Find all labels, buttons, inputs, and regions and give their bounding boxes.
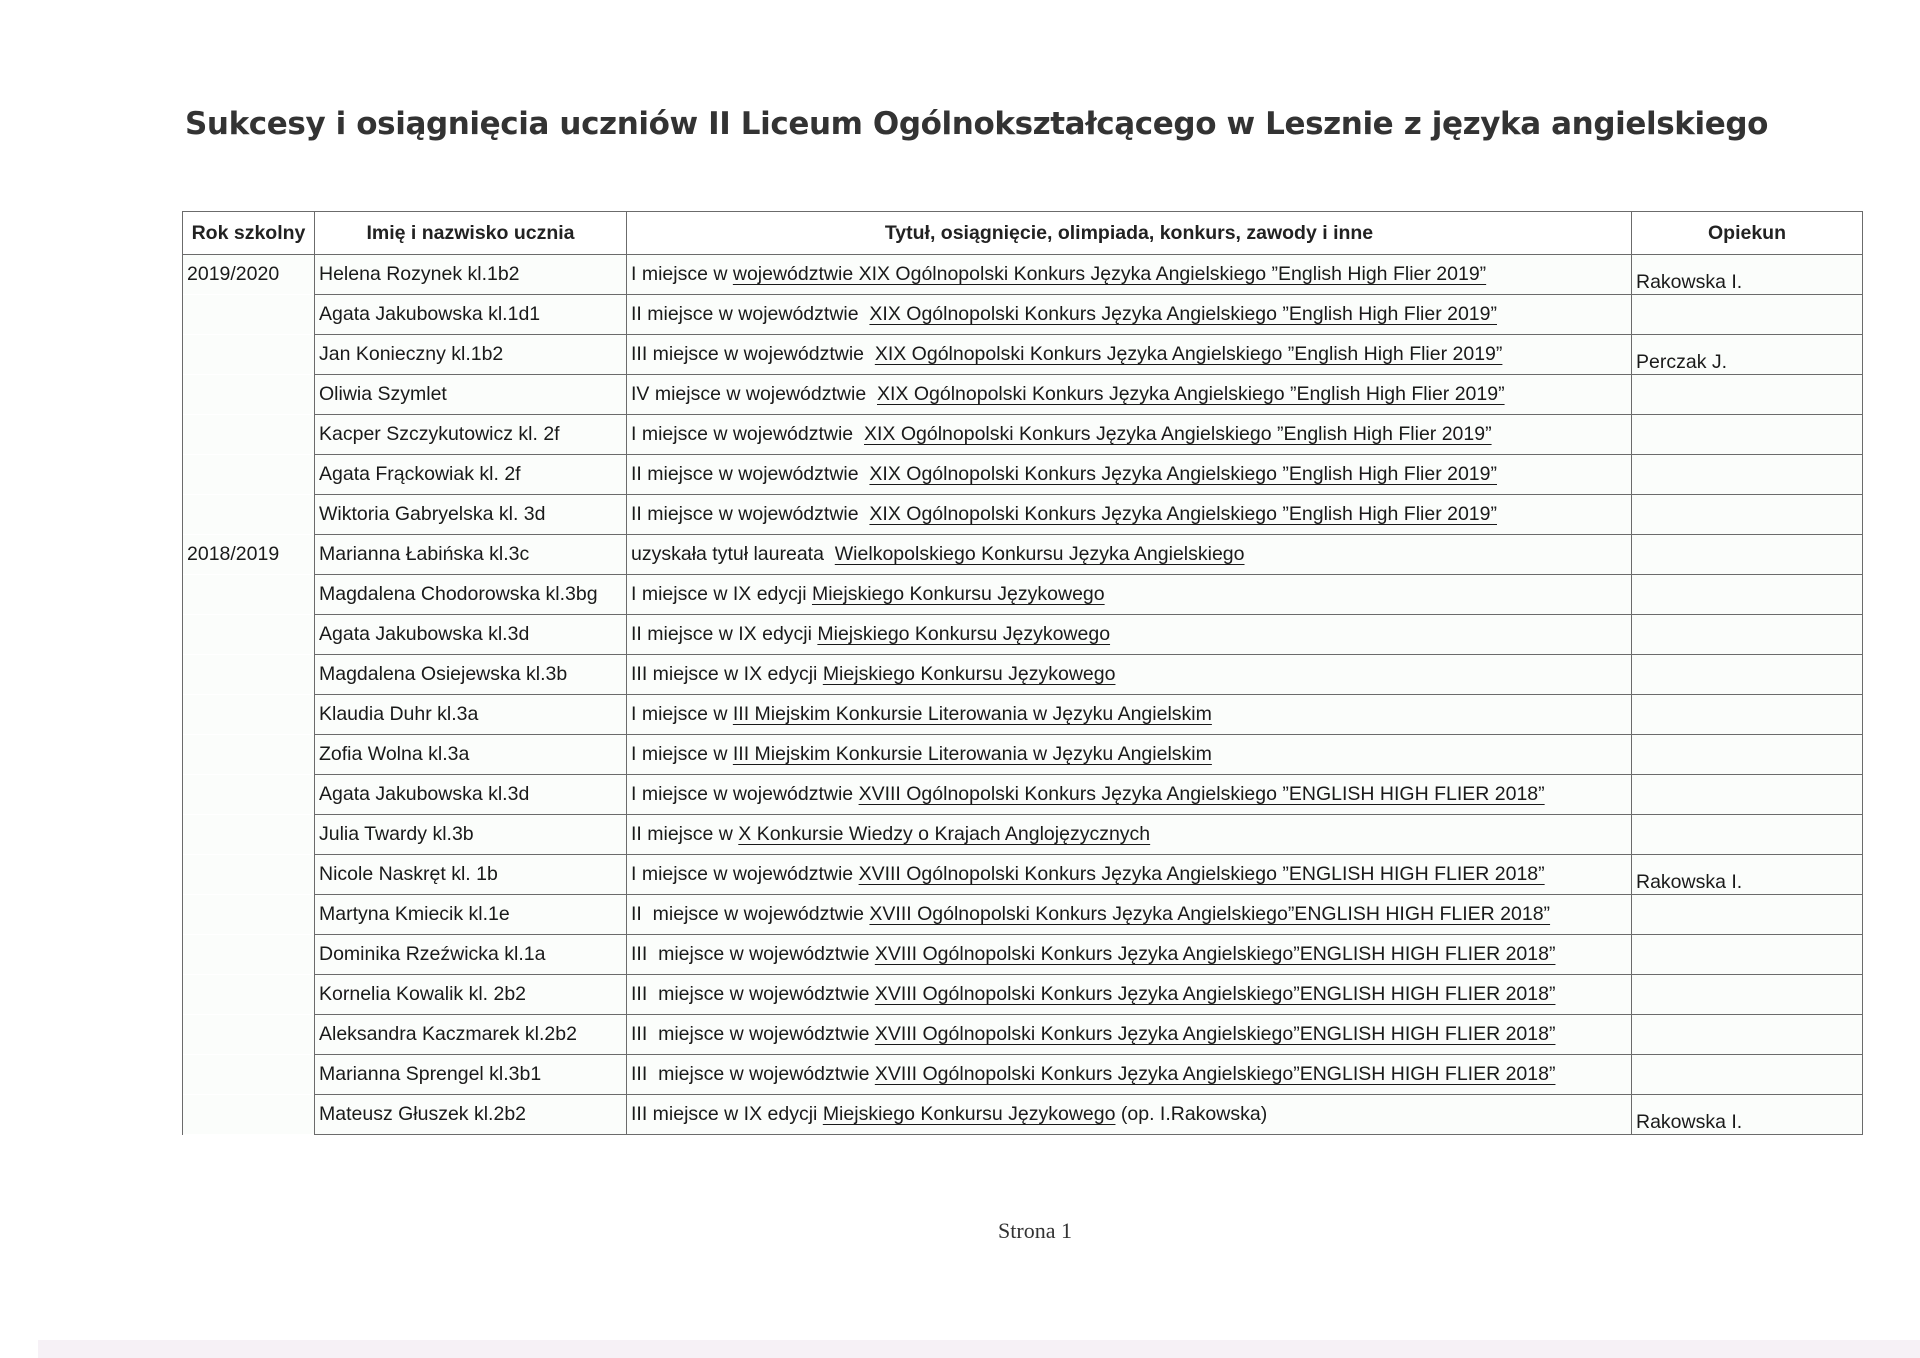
cell-student: Kornelia Kowalik kl. 2b2: [315, 975, 627, 1015]
cell-student: Mateusz Głuszek kl.2b2: [315, 1095, 627, 1135]
cell-student: Wiktoria Gabryelska kl. 3d: [315, 495, 627, 535]
cell-tutor: [1632, 335, 1863, 375]
cell-achievement: [627, 295, 1632, 335]
cell-achievement: [627, 535, 1632, 575]
page-title: Sukcesy i osiągnięcia uczniów II Liceum Ogólnokształcącego w Lesznie z języka angielskiego: [185, 106, 1769, 142]
table-row: [183, 695, 1863, 735]
header-achievement: Tytuł, osiągnięcie, olimpiada, konkurs, zawody i inne: [627, 212, 1632, 255]
achievement-place: I miejsce w województwie: [631, 863, 859, 885]
competition-name: XIX Ogólnopolski Konkurs Języka Angielskiego ”English High Flier 2019”: [869, 503, 1497, 525]
cell-tutor: [1632, 535, 1863, 575]
cell-tutor: [1632, 455, 1863, 495]
header-student: Imię i nazwisko ucznia: [315, 212, 627, 255]
table-row: [183, 415, 1863, 455]
cell-achievement: [627, 1015, 1632, 1055]
cell-achievement: [627, 655, 1632, 695]
cell-achievement: [627, 255, 1632, 295]
cell-year: [183, 735, 315, 775]
competition-name: Miejskiego Konkursu Językowego: [822, 663, 1116, 685]
cell-achievement: [627, 375, 1632, 415]
cell-student: Klaudia Duhr kl.3a: [315, 695, 627, 735]
achievement-place: II miejsce w województwie: [631, 503, 870, 525]
achievement-place: III miejsce w województwie: [631, 983, 875, 1005]
competition-name: XVIII Ogólnopolski Konkurs Języka Angielskiego”ENGLISH HIGH FLIER 2018”: [869, 903, 1551, 925]
cell-year: [183, 695, 315, 735]
cell-student: Helena Rozynek kl.1b2: [315, 255, 627, 295]
cell-year: [183, 335, 315, 375]
table-row: [183, 1055, 1863, 1095]
table-row: [183, 895, 1863, 935]
cell-tutor: [1632, 255, 1863, 295]
cell-year: 2018/2019: [183, 535, 315, 575]
cell-student: Magdalena Chodorowska kl.3bg: [315, 575, 627, 615]
table-row: [183, 735, 1863, 775]
table-row: [183, 455, 1863, 495]
cell-student: Magdalena Osiejewska kl.3b: [315, 655, 627, 695]
cell-tutor: [1632, 695, 1863, 735]
cell-student: Marianna Sprengel kl.3b1: [315, 1055, 627, 1095]
cell-tutor: [1632, 1015, 1863, 1055]
cell-student: Agata Jakubowska kl.3d: [315, 615, 627, 655]
cell-tutor: [1632, 1055, 1863, 1095]
achievement-place: III miejsce w województwie: [631, 343, 875, 365]
competition-name: XVIII Ogólnopolski Konkurs Języka Angielskiego”ENGLISH HIGH FLIER 2018”: [874, 1023, 1556, 1045]
achievement-place: II miejsce w województwie: [631, 303, 870, 325]
cell-year: [183, 895, 315, 935]
cell-student: Zofia Wolna kl.3a: [315, 735, 627, 775]
achievement-place: II miejsce w województwie: [631, 903, 870, 925]
cell-year: [183, 455, 315, 495]
cell-student: Jan Konieczny kl.1b2: [315, 335, 627, 375]
competition-name: III Miejskim Konkursie Literowania w Języku Angielskim: [732, 743, 1212, 765]
cell-student: Nicole Naskręt kl. 1b: [315, 855, 627, 895]
cell-year: [183, 575, 315, 615]
cell-tutor: [1632, 655, 1863, 695]
cell-tutor: [1632, 975, 1863, 1015]
scan-edge: [38, 1340, 1920, 1358]
competition-name: X Konkursie Wiedzy o Krajach Anglojęzycznych: [738, 823, 1151, 845]
cell-achievement: [627, 615, 1632, 655]
competition-name: III Miejskim Konkursie Literowania w Języku Angielskim: [732, 703, 1212, 725]
cell-achievement: [627, 695, 1632, 735]
cell-year: [183, 415, 315, 455]
cell-tutor: [1632, 775, 1863, 815]
cell-year: [183, 295, 315, 335]
cell-student: Dominika Rzeźwicka kl.1a: [315, 935, 627, 975]
cell-achievement: [627, 775, 1632, 815]
cell-year: [183, 815, 315, 855]
table-row: [183, 775, 1863, 815]
competition-name: XVIII Ogólnopolski Konkurs Języka Angielskiego ”ENGLISH HIGH FLIER 2018”: [858, 863, 1545, 885]
cell-year: [183, 935, 315, 975]
cell-tutor: [1632, 575, 1863, 615]
achievement-place: I miejsce w: [631, 263, 733, 285]
cell-year: [183, 975, 315, 1015]
achievement-place: III miejsce w województwie: [631, 943, 875, 965]
competition-name: XIX Ogólnopolski Konkurs Języka Angielskiego ”English High Flier 2019”: [869, 303, 1497, 325]
cell-tutor: [1632, 815, 1863, 855]
cell-year: [183, 495, 315, 535]
cell-tutor: [1632, 615, 1863, 655]
table-row: [183, 1095, 1863, 1135]
competition-name: XIX Ogólnopolski Konkurs Języka Angielskiego ”English High Flier 2019”: [864, 423, 1492, 445]
cell-year: [183, 775, 315, 815]
competition-name: Miejskiego Konkursu Językowego: [811, 583, 1105, 605]
table-row: [183, 975, 1863, 1015]
cell-year: [183, 855, 315, 895]
competition-name: Miejskiego Konkursu Językowego: [822, 1103, 1116, 1125]
cell-year: [183, 615, 315, 655]
cell-tutor: [1632, 855, 1863, 895]
cell-year: 2019/2020: [183, 255, 315, 295]
achievement-place: III miejsce w IX edycji: [631, 1103, 823, 1125]
achievement-place: I miejsce w województwie: [631, 423, 864, 445]
cell-achievement: [627, 415, 1632, 455]
table-row: [183, 255, 1863, 295]
cell-student: Agata Jakubowska kl.1d1: [315, 295, 627, 335]
table-row: [183, 855, 1863, 895]
achievement-place: II miejsce w IX edycji: [631, 623, 818, 645]
table-row: [183, 815, 1863, 855]
table-row: [183, 655, 1863, 695]
tutor-name: Perczak J.: [1636, 351, 1728, 373]
table-row: [183, 1015, 1863, 1055]
cell-year: [183, 1095, 315, 1135]
cell-tutor: [1632, 895, 1863, 935]
cell-achievement: [627, 495, 1632, 535]
cell-tutor: [1632, 375, 1863, 415]
cell-student: Kacper Szczykutowicz kl. 2f: [315, 415, 627, 455]
cell-student: Agata Frąckowiak kl. 2f: [315, 455, 627, 495]
achievement-place: IV miejsce w województwie: [631, 383, 877, 405]
cell-achievement: [627, 455, 1632, 495]
achievement-note: (op. I.Rakowska): [1115, 1103, 1268, 1125]
table-row: [183, 935, 1863, 975]
table-row: [183, 535, 1863, 575]
cell-student: Oliwia Szymlet: [315, 375, 627, 415]
table-row: [183, 375, 1863, 415]
achievement-place: II miejsce w: [631, 823, 739, 845]
cell-year: [183, 375, 315, 415]
achievement-place: uzyskała tytuł laureata: [631, 543, 835, 565]
cell-student: Aleksandra Kaczmarek kl.2b2: [315, 1015, 627, 1055]
cell-year: [183, 1015, 315, 1055]
competition-name: Wielkopolskiego Konkursu Języka Angielskiego: [834, 543, 1245, 565]
achievement-place: II miejsce w województwie: [631, 463, 870, 485]
achievement-place: I miejsce w: [631, 703, 733, 725]
competition-name: Miejskiego Konkursu Językowego: [817, 623, 1111, 645]
cell-achievement: [627, 335, 1632, 375]
cell-achievement: [627, 815, 1632, 855]
cell-tutor: [1632, 495, 1863, 535]
header-tutor: Opiekun: [1632, 212, 1863, 255]
tutor-name: Rakowska I.: [1636, 1111, 1743, 1133]
cell-student: Martyna Kmiecik kl.1e: [315, 895, 627, 935]
cell-tutor: [1632, 735, 1863, 775]
cell-student: Marianna Łabińska kl.3c: [315, 535, 627, 575]
table-row: [183, 295, 1863, 335]
cell-tutor: [1632, 295, 1863, 335]
cell-achievement: [627, 1055, 1632, 1095]
cell-achievement: [627, 855, 1632, 895]
table-header-row: [183, 212, 1863, 255]
achievement-place: III miejsce w IX edycji: [631, 663, 823, 685]
competition-name: XVIII Ogólnopolski Konkurs Języka Angielskiego”ENGLISH HIGH FLIER 2018”: [874, 943, 1556, 965]
table-row: [183, 615, 1863, 655]
tutor-name: Rakowska I.: [1636, 271, 1743, 293]
cell-student: Julia Twardy kl.3b: [315, 815, 627, 855]
achievement-place: III miejsce w województwie: [631, 1023, 875, 1045]
competition-name: województwie XIX Ogólnopolski Konkurs Języka Angielskiego ”English High Flier 2019”: [732, 263, 1487, 285]
competition-name: XVIII Ogólnopolski Konkurs Języka Angielskiego ”ENGLISH HIGH FLIER 2018”: [858, 783, 1545, 805]
page-number: Strona 1: [998, 1218, 1072, 1243]
cell-tutor: [1632, 935, 1863, 975]
cell-year: [183, 655, 315, 695]
competition-name: XIX Ogólnopolski Konkurs Języka Angielskiego ”English High Flier 2019”: [877, 383, 1505, 405]
achievement-place: I miejsce w: [631, 743, 733, 765]
cell-tutor: [1632, 1095, 1863, 1135]
cell-achievement: [627, 895, 1632, 935]
table-row: [183, 575, 1863, 615]
cell-tutor: [1632, 415, 1863, 455]
competition-name: XIX Ogólnopolski Konkurs Języka Angielskiego ”English High Flier 2019”: [869, 463, 1497, 485]
cell-student: Agata Jakubowska kl.3d: [315, 775, 627, 815]
competition-name: XVIII Ogólnopolski Konkurs Języka Angielskiego”ENGLISH HIGH FLIER 2018”: [874, 983, 1556, 1005]
cell-achievement: [627, 935, 1632, 975]
tutor-name: Rakowska I.: [1636, 871, 1743, 893]
cell-achievement: [627, 975, 1632, 1015]
competition-name: XIX Ogólnopolski Konkurs Języka Angielskiego ”English High Flier 2019”: [874, 343, 1503, 365]
achievement-place: I miejsce w województwie: [631, 783, 859, 805]
table-row: [183, 335, 1863, 375]
results-table: [182, 211, 1863, 1135]
cell-year: [183, 1055, 315, 1095]
table-row: [183, 495, 1863, 535]
competition-name: XVIII Ogólnopolski Konkurs Języka Angielskiego”ENGLISH HIGH FLIER 2018”: [874, 1063, 1556, 1085]
achievement-place: III miejsce w województwie: [631, 1063, 875, 1085]
cell-achievement: [627, 735, 1632, 775]
cell-achievement: [627, 575, 1632, 615]
achievement-place: I miejsce w IX edycji: [631, 583, 812, 605]
cell-achievement: [627, 1095, 1632, 1135]
header-year: Rok szkolny: [183, 212, 315, 255]
